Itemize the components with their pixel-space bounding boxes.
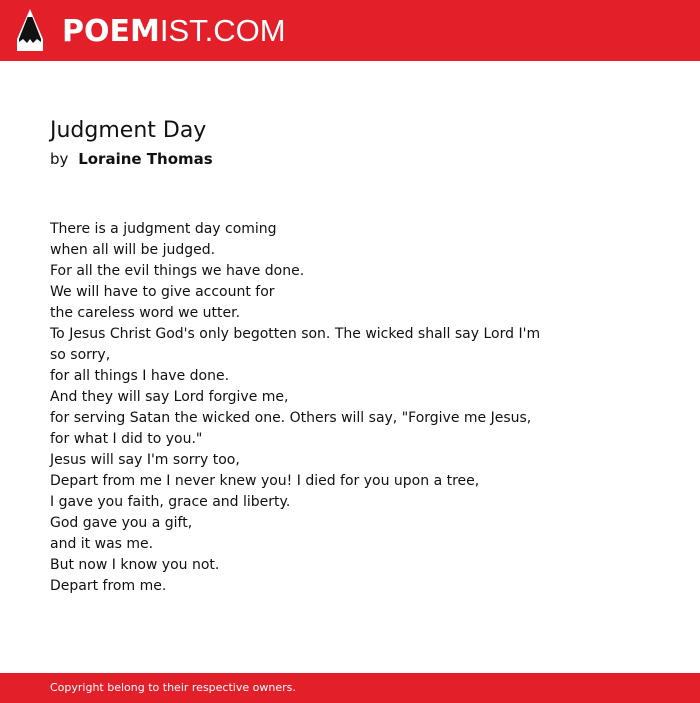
poem-line: To Jesus Christ God's only begotten son. The wicked shall say Lord I'm so sorry, [50,326,541,363]
by-label: by [50,150,69,168]
poem-line: We will have to give account for [50,284,275,300]
poem-line: God gave you a gift, [50,515,193,531]
site-logo[interactable] [62,12,286,50]
poem-line: and it was me. [50,536,154,552]
poem-line: the careless word we utter. [50,305,241,321]
poem-line: for all things I have done. [50,368,230,384]
site-header [0,0,700,61]
pencil-tip-icon[interactable] [17,9,43,51]
site-footer [0,673,700,703]
poem-line: Jesus will say I'm sorry too, [50,452,240,468]
poem-line: for serving Satan the wicked one. Others will say, "Forgive me Jesus, [50,410,532,426]
poem-title: Judgment Day [50,118,207,143]
logo-bold-text: POEM [62,14,160,49]
poem-body [50,219,555,597]
poem-line: But now I know you not. [50,557,220,573]
poem-line: There is a judgment day coming [50,221,277,237]
poem-line: when all will be judged. [50,242,216,258]
poem-line: Depart from me. [50,578,167,594]
logo-light-text: IST.COM [159,13,286,48]
byline [50,148,213,170]
poem-line: For all the evil things we have done. [50,263,305,279]
author-name[interactable]: Loraine Thomas [78,150,213,168]
poem-line: I gave you faith, grace and liberty. [50,494,291,510]
copyright-text: Copyright belong to their respective owners. [50,681,296,694]
poem-line: And they will say Lord forgive me, [50,389,289,405]
poem-line: Depart from me I never knew you! I died for you upon a tree, [50,473,480,489]
poem-line: for what I did to you." [50,431,203,447]
